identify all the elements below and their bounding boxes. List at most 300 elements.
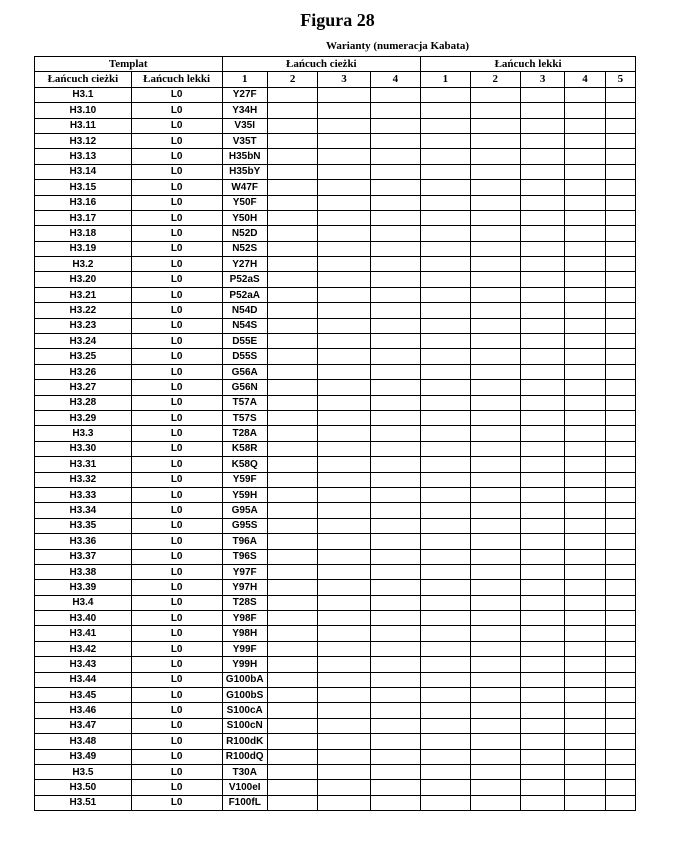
heavy-variant-cell: Y34H	[222, 103, 267, 118]
empty-cell	[565, 549, 605, 564]
empty-cell	[318, 657, 370, 672]
empty-cell	[520, 487, 564, 502]
empty-cell	[605, 549, 635, 564]
empty-cell	[421, 457, 470, 472]
empty-cell	[421, 318, 470, 333]
empty-cell	[565, 149, 605, 164]
empty-cell	[470, 549, 520, 564]
template-heavy-cell: H3.25	[35, 349, 132, 364]
header-heavy-variant-4: 4	[370, 72, 420, 87]
empty-cell	[520, 118, 564, 133]
empty-cell	[520, 611, 564, 626]
heavy-variant-cell: G95A	[222, 503, 267, 518]
empty-cell	[370, 195, 420, 210]
empty-cell	[605, 118, 635, 133]
empty-cell	[520, 257, 564, 272]
empty-cell	[605, 272, 635, 287]
empty-cell	[421, 287, 470, 302]
empty-cell	[565, 441, 605, 456]
empty-cell	[267, 764, 317, 779]
heavy-variant-cell: V35T	[222, 133, 267, 148]
table-row	[35, 118, 636, 133]
template-light-cell: L0	[131, 195, 222, 210]
empty-cell	[520, 595, 564, 610]
table-row	[35, 149, 636, 164]
empty-cell	[520, 272, 564, 287]
empty-cell	[605, 364, 635, 379]
template-light-cell: L0	[131, 688, 222, 703]
empty-cell	[318, 688, 370, 703]
heavy-variant-cell: R100dK	[222, 734, 267, 749]
empty-cell	[520, 518, 564, 533]
empty-cell	[267, 657, 317, 672]
template-light-cell: L0	[131, 118, 222, 133]
empty-cell	[565, 626, 605, 641]
table-row	[35, 441, 636, 456]
table-row	[35, 611, 636, 626]
table-row	[35, 257, 636, 272]
empty-cell	[267, 718, 317, 733]
table-row	[35, 487, 636, 502]
empty-cell	[267, 780, 317, 795]
empty-cell	[520, 334, 564, 349]
empty-cell	[318, 518, 370, 533]
header-heavy-variant-2: 2	[267, 72, 317, 87]
empty-cell	[565, 164, 605, 179]
heavy-variant-cell: Y97H	[222, 580, 267, 595]
template-heavy-cell: H3.44	[35, 672, 132, 687]
empty-cell	[565, 611, 605, 626]
empty-cell	[370, 318, 420, 333]
empty-cell	[565, 364, 605, 379]
empty-cell	[565, 580, 605, 595]
header-heavy-variant-3: 3	[318, 72, 370, 87]
empty-cell	[470, 349, 520, 364]
empty-cell	[267, 195, 317, 210]
empty-cell	[470, 180, 520, 195]
empty-cell	[470, 87, 520, 102]
empty-cell	[421, 133, 470, 148]
heavy-variant-cell: S100cN	[222, 718, 267, 733]
empty-cell	[605, 734, 635, 749]
empty-cell	[421, 518, 470, 533]
table-row	[35, 580, 636, 595]
empty-cell	[605, 210, 635, 225]
empty-cell	[267, 226, 317, 241]
empty-cell	[267, 580, 317, 595]
template-light-cell: L0	[131, 257, 222, 272]
template-light-cell: L0	[131, 426, 222, 441]
empty-cell	[370, 272, 420, 287]
heavy-variant-cell: Y50H	[222, 210, 267, 225]
empty-cell	[565, 287, 605, 302]
empty-cell	[470, 764, 520, 779]
template-light-cell: L0	[131, 703, 222, 718]
variants-subtitle: Warianty (numeracja Kabata)	[326, 40, 469, 52]
table-row	[35, 703, 636, 718]
heavy-variant-cell: D55E	[222, 334, 267, 349]
heavy-variant-cell: T28S	[222, 595, 267, 610]
empty-cell	[565, 395, 605, 410]
empty-cell	[470, 318, 520, 333]
empty-cell	[565, 703, 605, 718]
empty-cell	[565, 180, 605, 195]
empty-cell	[370, 457, 420, 472]
empty-cell	[318, 534, 370, 549]
template-heavy-cell: H3.30	[35, 441, 132, 456]
header-template-heavy: Łańcuch cieżki	[35, 72, 132, 87]
heavy-variant-cell: G56A	[222, 364, 267, 379]
empty-cell	[605, 503, 635, 518]
template-heavy-cell: H3.20	[35, 272, 132, 287]
template-light-cell: L0	[131, 518, 222, 533]
empty-cell	[520, 657, 564, 672]
empty-cell	[267, 487, 317, 502]
empty-cell	[267, 395, 317, 410]
template-light-cell: L0	[131, 795, 222, 810]
empty-cell	[520, 303, 564, 318]
heavy-variant-cell: K58R	[222, 441, 267, 456]
empty-cell	[421, 641, 470, 656]
empty-cell	[421, 764, 470, 779]
template-heavy-cell: H3.37	[35, 549, 132, 564]
empty-cell	[470, 272, 520, 287]
empty-cell	[470, 133, 520, 148]
heavy-variant-cell: N52S	[222, 241, 267, 256]
empty-cell	[470, 503, 520, 518]
table-row	[35, 657, 636, 672]
empty-cell	[370, 87, 420, 102]
template-heavy-cell: H3.39	[35, 580, 132, 595]
empty-cell	[421, 87, 470, 102]
empty-cell	[318, 349, 370, 364]
empty-cell	[421, 688, 470, 703]
table-row	[35, 195, 636, 210]
empty-cell	[267, 441, 317, 456]
heavy-variant-cell: N52D	[222, 226, 267, 241]
empty-cell	[605, 641, 635, 656]
header-template-light: Łańcuch lekki	[131, 72, 222, 87]
empty-cell	[267, 364, 317, 379]
template-light-cell: L0	[131, 503, 222, 518]
empty-cell	[267, 503, 317, 518]
template-light-cell: L0	[131, 580, 222, 595]
empty-cell	[605, 303, 635, 318]
heavy-variant-cell: Y59F	[222, 472, 267, 487]
empty-cell	[267, 626, 317, 641]
empty-cell	[565, 118, 605, 133]
template-light-cell: L0	[131, 549, 222, 564]
empty-cell	[370, 103, 420, 118]
empty-cell	[318, 503, 370, 518]
empty-cell	[421, 441, 470, 456]
empty-cell	[520, 103, 564, 118]
empty-cell	[565, 795, 605, 810]
empty-cell	[605, 749, 635, 764]
empty-cell	[267, 549, 317, 564]
empty-cell	[520, 564, 564, 579]
empty-cell	[267, 518, 317, 533]
empty-cell	[470, 426, 520, 441]
empty-cell	[565, 657, 605, 672]
heavy-variant-cell: Y98F	[222, 611, 267, 626]
header-heavy-group: Łańcuch cieżki	[222, 57, 421, 72]
template-light-cell: L0	[131, 764, 222, 779]
empty-cell	[605, 133, 635, 148]
heavy-variant-cell: T30A	[222, 764, 267, 779]
empty-cell	[605, 226, 635, 241]
template-light-cell: L0	[131, 272, 222, 287]
figure-title: Figura 28	[300, 10, 375, 30]
heavy-variant-cell: H35bN	[222, 149, 267, 164]
template-heavy-cell: H3.40	[35, 611, 132, 626]
empty-cell	[565, 334, 605, 349]
table-row	[35, 318, 636, 333]
empty-cell	[520, 349, 564, 364]
empty-cell	[565, 749, 605, 764]
empty-cell	[318, 87, 370, 102]
empty-cell	[318, 487, 370, 502]
empty-cell	[267, 287, 317, 302]
empty-cell	[267, 595, 317, 610]
empty-cell	[421, 210, 470, 225]
heavy-variant-cell: Y98H	[222, 626, 267, 641]
empty-cell	[605, 441, 635, 456]
table-row	[35, 503, 636, 518]
template-heavy-cell: H3.5	[35, 764, 132, 779]
heavy-variant-cell: G95S	[222, 518, 267, 533]
empty-cell	[470, 395, 520, 410]
empty-cell	[370, 626, 420, 641]
empty-cell	[605, 487, 635, 502]
template-heavy-cell: H3.43	[35, 657, 132, 672]
heavy-variant-cell: Y99H	[222, 657, 267, 672]
empty-cell	[318, 272, 370, 287]
empty-cell	[470, 334, 520, 349]
empty-cell	[421, 364, 470, 379]
empty-cell	[370, 749, 420, 764]
template-heavy-cell: H3.36	[35, 534, 132, 549]
empty-cell	[267, 103, 317, 118]
heavy-variant-cell: Y27H	[222, 257, 267, 272]
empty-cell	[267, 133, 317, 148]
empty-cell	[605, 595, 635, 610]
empty-cell	[605, 564, 635, 579]
template-light-cell: L0	[131, 364, 222, 379]
empty-cell	[370, 226, 420, 241]
empty-cell	[318, 441, 370, 456]
template-heavy-cell: H3.50	[35, 780, 132, 795]
empty-cell	[520, 580, 564, 595]
empty-cell	[370, 503, 420, 518]
header-light-group: Łańcuch lekki	[421, 57, 636, 72]
heavy-variant-cell: F100fL	[222, 795, 267, 810]
template-heavy-cell: H3.22	[35, 303, 132, 318]
empty-cell	[370, 472, 420, 487]
empty-cell	[318, 457, 370, 472]
empty-cell	[318, 595, 370, 610]
template-heavy-cell: H3.46	[35, 703, 132, 718]
empty-cell	[421, 595, 470, 610]
template-heavy-cell: H3.12	[35, 133, 132, 148]
template-light-cell: L0	[131, 595, 222, 610]
empty-cell	[605, 718, 635, 733]
empty-cell	[565, 641, 605, 656]
empty-cell	[318, 410, 370, 425]
empty-cell	[605, 626, 635, 641]
empty-cell	[370, 257, 420, 272]
header-light-variant-2: 2	[470, 72, 520, 87]
empty-cell	[421, 149, 470, 164]
template-light-cell: L0	[131, 534, 222, 549]
empty-cell	[470, 210, 520, 225]
empty-cell	[470, 795, 520, 810]
heavy-variant-cell: R100dQ	[222, 749, 267, 764]
empty-cell	[520, 472, 564, 487]
empty-cell	[605, 672, 635, 687]
template-heavy-cell: H3.51	[35, 795, 132, 810]
empty-cell	[421, 410, 470, 425]
empty-cell	[470, 703, 520, 718]
empty-cell	[605, 457, 635, 472]
empty-cell	[370, 549, 420, 564]
empty-cell	[421, 657, 470, 672]
empty-cell	[470, 287, 520, 302]
table-row	[35, 534, 636, 549]
empty-cell	[318, 241, 370, 256]
template-heavy-cell: H3.27	[35, 380, 132, 395]
empty-cell	[318, 380, 370, 395]
empty-cell	[370, 364, 420, 379]
table-row	[35, 564, 636, 579]
empty-cell	[318, 703, 370, 718]
empty-cell	[267, 318, 317, 333]
table-row	[35, 457, 636, 472]
empty-cell	[318, 626, 370, 641]
template-light-cell: L0	[131, 472, 222, 487]
template-heavy-cell: H3.35	[35, 518, 132, 533]
empty-cell	[605, 380, 635, 395]
empty-cell	[267, 149, 317, 164]
empty-cell	[370, 133, 420, 148]
empty-cell	[318, 749, 370, 764]
table-row	[35, 749, 636, 764]
empty-cell	[470, 257, 520, 272]
empty-cell	[565, 688, 605, 703]
empty-cell	[421, 487, 470, 502]
template-light-cell: L0	[131, 318, 222, 333]
table-row	[35, 380, 636, 395]
empty-cell	[470, 364, 520, 379]
heavy-variant-cell: T28A	[222, 426, 267, 441]
template-heavy-cell: H3.49	[35, 749, 132, 764]
template-heavy-cell: H3.15	[35, 180, 132, 195]
empty-cell	[318, 133, 370, 148]
empty-cell	[520, 641, 564, 656]
template-light-cell: L0	[131, 133, 222, 148]
empty-cell	[421, 180, 470, 195]
template-light-cell: L0	[131, 303, 222, 318]
table-row	[35, 334, 636, 349]
empty-cell	[565, 195, 605, 210]
table-row	[35, 780, 636, 795]
empty-cell	[470, 518, 520, 533]
empty-cell	[520, 210, 564, 225]
empty-cell	[267, 380, 317, 395]
template-light-cell: L0	[131, 441, 222, 456]
empty-cell	[470, 441, 520, 456]
empty-cell	[267, 118, 317, 133]
empty-cell	[605, 318, 635, 333]
table-row	[35, 718, 636, 733]
empty-cell	[605, 410, 635, 425]
table-row	[35, 272, 636, 287]
template-heavy-cell: H3.32	[35, 472, 132, 487]
empty-cell	[565, 764, 605, 779]
empty-cell	[318, 364, 370, 379]
empty-cell	[370, 487, 420, 502]
empty-cell	[318, 780, 370, 795]
empty-cell	[470, 118, 520, 133]
empty-cell	[605, 164, 635, 179]
template-heavy-cell: H3.3	[35, 426, 132, 441]
empty-cell	[370, 641, 420, 656]
empty-cell	[318, 549, 370, 564]
table-row	[35, 410, 636, 425]
empty-cell	[318, 287, 370, 302]
empty-cell	[267, 611, 317, 626]
empty-cell	[605, 149, 635, 164]
heavy-variant-cell: T96S	[222, 549, 267, 564]
empty-cell	[318, 118, 370, 133]
empty-cell	[318, 334, 370, 349]
empty-cell	[520, 780, 564, 795]
empty-cell	[370, 410, 420, 425]
empty-cell	[421, 241, 470, 256]
empty-cell	[267, 334, 317, 349]
template-light-cell: L0	[131, 287, 222, 302]
empty-cell	[421, 703, 470, 718]
empty-cell	[370, 688, 420, 703]
empty-cell	[421, 503, 470, 518]
heavy-variant-cell: N54D	[222, 303, 267, 318]
template-heavy-cell: H3.16	[35, 195, 132, 210]
header-light-variant-3: 3	[520, 72, 564, 87]
empty-cell	[267, 672, 317, 687]
template-heavy-cell: H3.26	[35, 364, 132, 379]
empty-cell	[565, 103, 605, 118]
empty-cell	[370, 118, 420, 133]
template-light-cell: L0	[131, 241, 222, 256]
template-heavy-cell: H3.45	[35, 688, 132, 703]
empty-cell	[470, 611, 520, 626]
empty-cell	[318, 795, 370, 810]
heavy-variant-cell: G56N	[222, 380, 267, 395]
empty-cell	[421, 672, 470, 687]
empty-cell	[470, 688, 520, 703]
empty-cell	[565, 257, 605, 272]
empty-cell	[267, 641, 317, 656]
empty-cell	[267, 472, 317, 487]
empty-cell	[318, 426, 370, 441]
empty-cell	[370, 718, 420, 733]
empty-cell	[470, 564, 520, 579]
template-heavy-cell: H3.1	[35, 87, 132, 102]
table-row	[35, 87, 636, 102]
empty-cell	[421, 426, 470, 441]
empty-cell	[520, 364, 564, 379]
heavy-variant-cell: G100bS	[222, 688, 267, 703]
